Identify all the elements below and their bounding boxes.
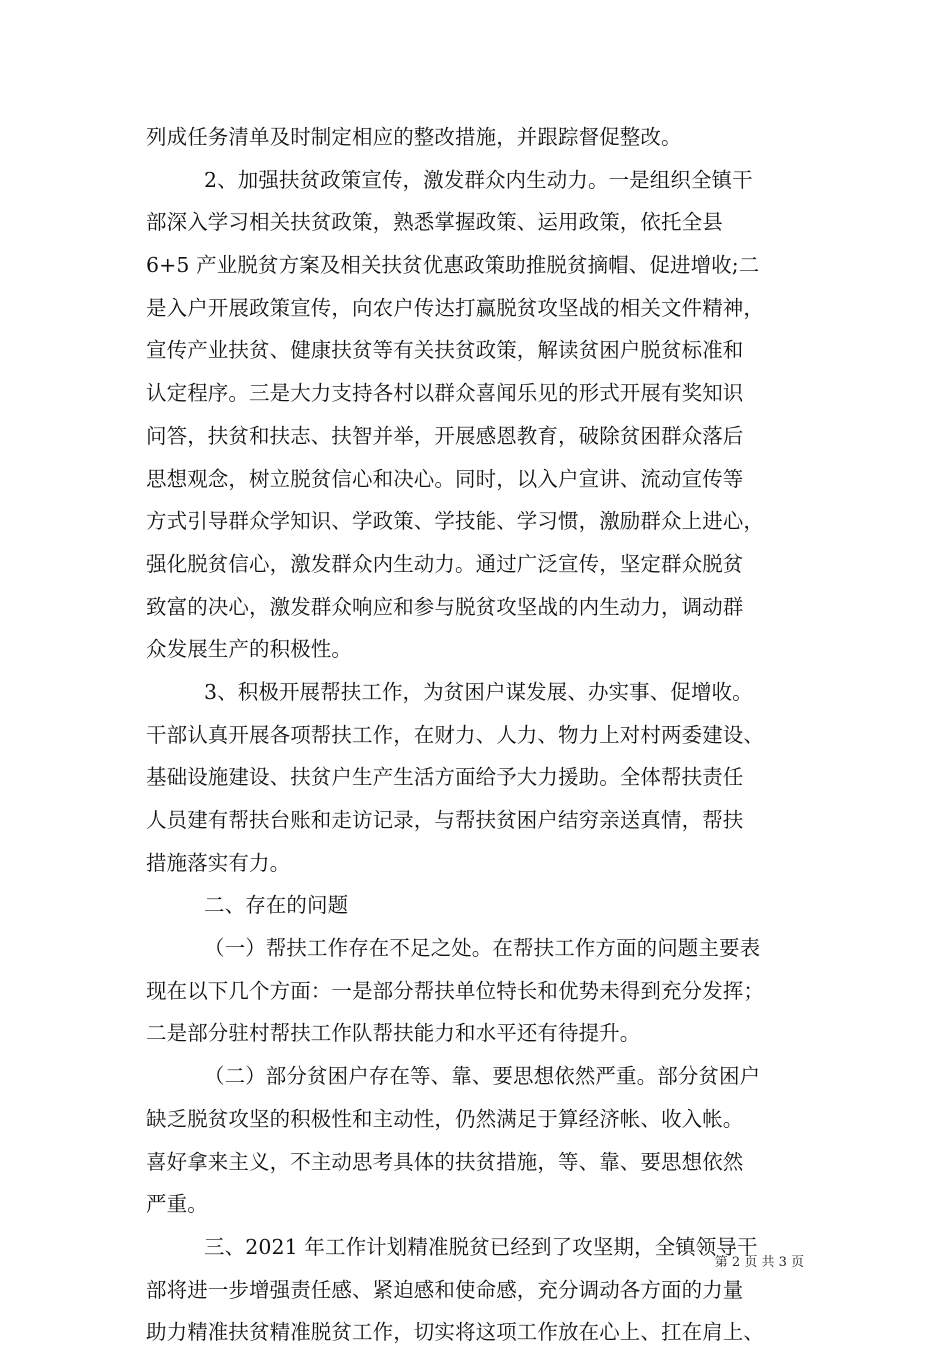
text-line: 众发展生产的积极性。: [146, 637, 352, 662]
text-line: 严重。: [146, 1192, 208, 1217]
body-text: [146, 116, 814, 1354]
text-line: 致富的决心，激发群众响应和参与脱贫攻坚战的内生动力，调动群: [146, 594, 744, 619]
text-line: 部将进一步增强责任感、紧迫感和使命感，充分调动各方面的力量: [146, 1277, 744, 1302]
text-line: 6+5 产业脱贫方案及相关扶贫优惠政策助推脱贫摘帽、促进增收;二: [146, 253, 760, 278]
text-line: 问答，扶贫和扶志、扶智并举，开展感恩教育，破除贫困群众落后: [146, 423, 744, 448]
paragraph-2-heading: 2、加强扶贫政策宣传，激发群众内生动力。一是组织全镇干: [204, 167, 753, 192]
text-line: 认定程序。三是大力支持各村以群众喜闻乐见的形式开展有奖知识: [146, 381, 744, 406]
text-line: 是入户开展政策宣传，向农户传达打赢脱贫攻坚战的相关文件精神，: [146, 295, 764, 320]
text-line: 宣传产业扶贫、健康扶贫等有关扶贫政策，解读贫困户脱贫标准和: [146, 338, 744, 363]
text-line: 强化脱贫信心，激发群众内生动力。通过广泛宣传，坚定群众脱贫: [146, 551, 744, 576]
page-number: 第 2 页 共 3 页: [714, 1255, 804, 1270]
paragraph-3-heading: 3、积极开展帮扶工作，为贫困户谋发展、办实事、促增收。: [204, 679, 753, 704]
subsection-2: （二）部分贫困户存在等、靠、要思想依然严重。部分贫困户: [204, 1064, 761, 1089]
text-line: 现在以下几个方面：一是部分帮扶单位特长和优势未得到充分发挥；: [146, 978, 764, 1003]
text-line: 部深入学习相关扶贫政策，熟悉掌握政策、运用政策，依托全县: [146, 210, 723, 235]
subsection-1: （一）帮扶工作存在不足之处。在帮扶工作方面的问题主要表: [204, 936, 761, 961]
text-line: 措施落实有力。: [146, 850, 291, 875]
text-line: 基础设施建设、扶贫户生产生活方面给予大力援助。全体帮扶责任: [146, 765, 744, 790]
text-line: 干部认真开展各项帮扶工作，在财力、人力、物力上对村两委建设、: [146, 722, 764, 747]
section-heading-problems: 二、存在的问题: [204, 893, 349, 918]
text-line: 二是部分驻村帮扶工作队帮扶能力和水平还有待提升。: [146, 1021, 641, 1046]
section-heading-plan: 三、2021 年工作计划精准脱贫已经到了攻坚期，全镇领导干: [204, 1234, 758, 1259]
text-line: 喜好拿来主义，不主动思考具体的扶贫措施，等、靠、要思想依然: [146, 1149, 744, 1174]
text-line: 思想观念，树立脱贫信心和决心。同时，以入户宣讲、流动宣传等: [146, 466, 744, 491]
text-line: 列成任务清单及时制定相应的整改措施，并跟踪督促整改。: [146, 125, 682, 149]
text-line: 助力精准扶贫精准脱贫工作，切实将这项工作放在心上、扛在肩上、: [146, 1320, 764, 1345]
text-line: 方式引导群众学知识、学政策、学技能、学习惯，激励群众上进心，: [146, 509, 764, 534]
text-line: 缺乏脱贫攻坚的积极性和主动性，仍然满足于算经济帐、收入帐。: [146, 1106, 744, 1131]
text-line: 人员建有帮扶台账和走访记录，与帮扶贫困户结穷亲送真情，帮扶: [146, 808, 744, 832]
